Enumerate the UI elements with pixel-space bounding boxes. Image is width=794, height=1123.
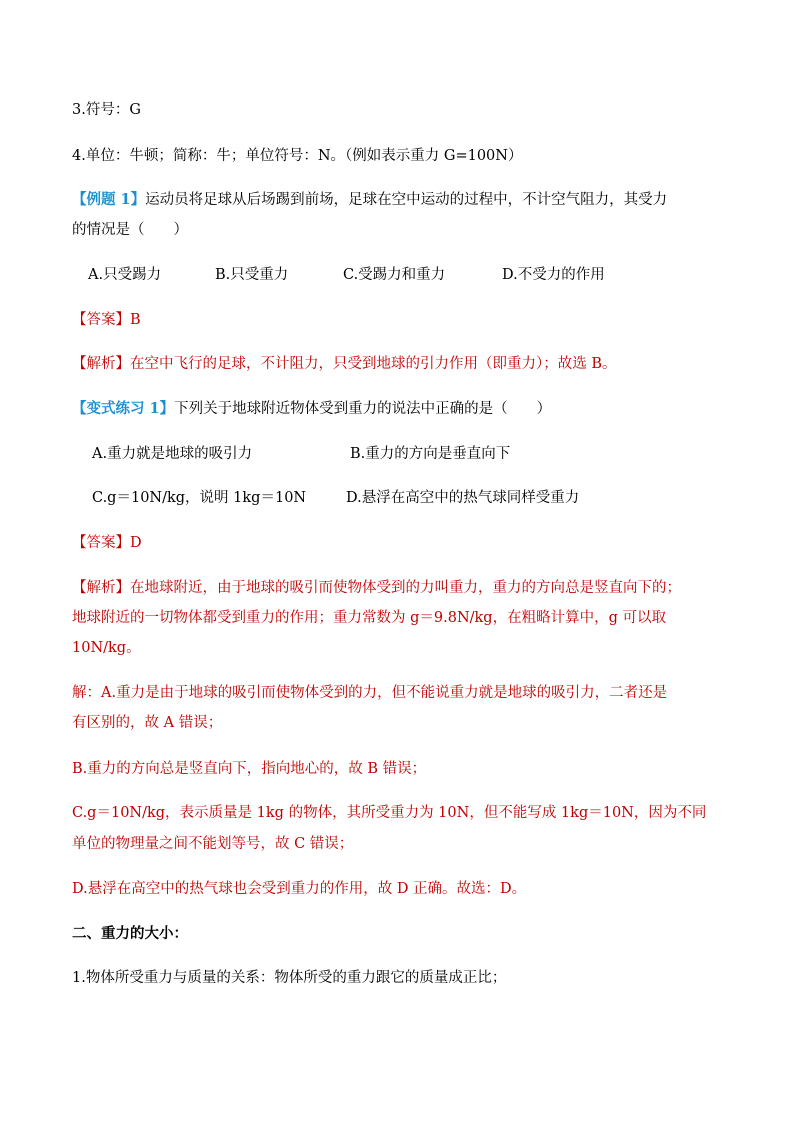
variant-1-analysis — [72, 578, 681, 598]
answer-value: B — [130, 312, 141, 328]
section-heading: 二、重力的大小： — [72, 925, 188, 942]
analysis-text: 在地球附近，由于地球的吸引而使物体受到的力叫重力，重力的方向总是竖直向下的； — [130, 580, 681, 596]
analysis-text: 在空中飞行的足球，不计阻力，只受到地球的引力作用（即重力）；故选 B。 — [130, 356, 617, 372]
solution-c-line-1: C.g＝10N/kg，表示质量是 1kg 的物体，其所受重力为 10N，但不能写成 1kg＝10N，因为不同 — [72, 805, 707, 821]
variant-1-option-b: B.重力的方向是垂直向下 — [350, 446, 511, 462]
example-1-tag: 【例题 1】 — [72, 191, 146, 208]
variant-1-option-a: A.重力就是地球的吸引力 — [92, 446, 253, 462]
example-1-text-cont: 的情况是（ ） — [72, 222, 188, 238]
solution-b: B.重力的方向总是竖直向下，指向地心的，故 B 错误； — [72, 761, 427, 777]
unit-line: 4.单位：牛顿；简称：牛；单位符号：N。（例如表示重力 G=100N） — [72, 148, 523, 164]
mass-relation-line: 1.物体所受重力与质量的关系：物体所受的重力跟它的质量成正比； — [72, 970, 507, 986]
variant-1-option-d: D.悬浮在高空中的热气球同样受重力 — [346, 490, 580, 506]
variant-1-analysis-line-2: 地球附近的一切物体都受到重力的作用；重力常数为 g＝9.8N/kg，在粗略计算中，g 可以取 — [72, 610, 666, 626]
analysis-tag: 【解析】 — [72, 580, 130, 596]
example-1-analysis — [72, 354, 617, 374]
symbol-line: 3.符号：G — [72, 102, 141, 118]
solution-a-line-1: 解：A.重力是由于地球的吸引而使物体受到的力，但不能说重力就是地球的吸引力，二者还是 — [72, 685, 668, 701]
example-1-answer — [72, 310, 141, 330]
example-1-option-b: B.只受重力 — [215, 267, 289, 283]
example-1-question — [72, 190, 667, 210]
variant-1-text: 下列关于地球附近物体受到重力的说法中正确的是（ ） — [174, 401, 552, 417]
solution-a-line-2: 有区别的，故 A 错误； — [72, 715, 223, 731]
variant-1-tag: 【变式练习 1】 — [72, 400, 175, 417]
variant-1-option-c: C.g＝10N/kg，说明 1kg＝10N — [92, 490, 307, 506]
example-1-text: 运动员将足球从后场踢到前场，足球在空中运动的过程中，不计空气阻力，其受力 — [145, 192, 668, 208]
solution-c-line-2: 单位的物理量之间不能划等号，故 C 错误； — [72, 836, 354, 852]
answer-tag: 【答案】 — [72, 535, 130, 551]
variant-1-question — [72, 399, 551, 419]
example-1-option-a: A.只受踢力 — [88, 267, 162, 283]
answer-tag: 【答案】 — [72, 312, 130, 328]
example-1-option-d: D.不受力的作用 — [502, 267, 605, 283]
answer-value: D — [130, 535, 142, 551]
example-1-option-c: C.受踢力和重力 — [343, 267, 446, 283]
solution-d: D.悬浮在高空中的热气球也会受到重力的作用，故 D 正确。故选：D。 — [72, 881, 527, 897]
variant-1-answer — [72, 533, 142, 553]
analysis-tag: 【解析】 — [72, 356, 130, 372]
variant-1-analysis-line-3: 10N/kg。 — [72, 640, 141, 656]
